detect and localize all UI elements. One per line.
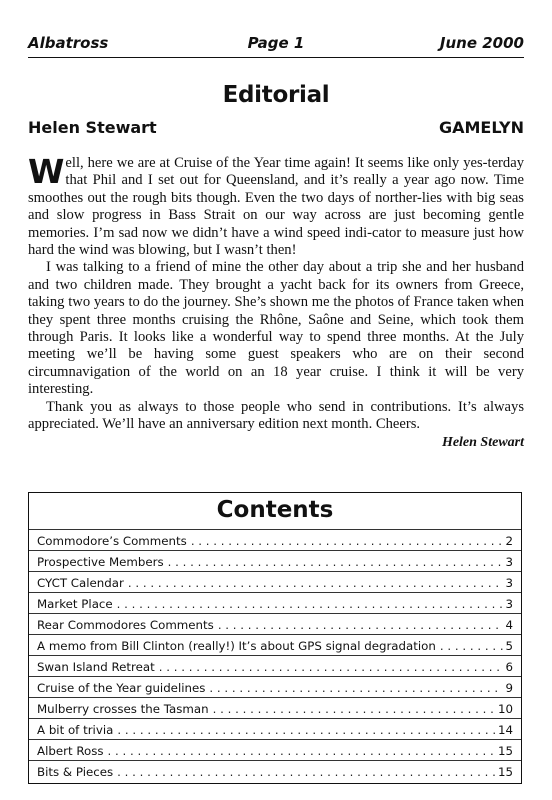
dot-leader	[117, 597, 504, 611]
toc-entry-page: 2	[505, 534, 513, 548]
toc-entry[interactable]	[29, 676, 521, 697]
toc-entry[interactable]	[29, 550, 521, 571]
toc-entry-title: A bit of trivia	[37, 723, 114, 737]
dot-leader	[128, 576, 504, 590]
toc-entry[interactable]	[29, 571, 521, 592]
toc-entry-page: 6	[505, 660, 513, 674]
toc-entry-title: A memo from Bill Clinton (really!) It’s about GPS signal degradation	[37, 639, 436, 653]
toc-entry-title: Rear Commodores Comments	[37, 618, 214, 632]
toc-entry-title: Albert Ross	[37, 744, 104, 758]
toc-entry-page: 10	[497, 702, 513, 716]
toc-entry-title: Commodore’s Comments	[37, 534, 187, 548]
running-header	[28, 34, 524, 56]
toc-entry[interactable]	[29, 613, 521, 634]
toc-entry[interactable]	[29, 718, 521, 739]
dot-leader	[191, 534, 504, 548]
header-rule	[28, 57, 524, 58]
dot-leader	[440, 639, 504, 653]
dot-leader	[168, 555, 504, 569]
toc-entry-page: 5	[505, 639, 513, 653]
toc-entry[interactable]	[29, 697, 521, 718]
drop-cap: W	[28, 152, 64, 191]
dot-leader	[117, 765, 496, 779]
toc-entry[interactable]	[29, 529, 521, 550]
newsletter-name: Albatross	[28, 34, 109, 52]
editorial-paragraph-2: I was talking to a friend of mine the other day about a trip she and her husband and two children made. They brought a yacht back for its owners from Greece, taking two years to do the journey. She’s shown me the photos of France taken when they spent three months cruising the Rhône, Saône and Seine, which took them through Paris. It looks like a wonderful way to spend three months. At the July meeting we’ll be having some guest speakers who are on their second circumnavigation of the world on an 18 year cruise. I think it will be very interesting.	[28, 259, 524, 398]
toc-entry-title: Prospective Members	[37, 555, 164, 569]
toc-entry-page: 3	[505, 597, 513, 611]
toc-entry[interactable]	[29, 592, 521, 613]
toc-entry-title: Swan Island Retreat	[37, 660, 155, 674]
toc-entry-title: Cruise of the Year guidelines	[37, 681, 206, 695]
page-number: Page 1	[247, 34, 305, 52]
dot-leader	[159, 660, 504, 674]
editorial-title: Editorial	[222, 82, 330, 108]
toc-entry[interactable]	[29, 655, 521, 676]
editorial-body	[28, 152, 524, 451]
dot-leader	[117, 723, 496, 737]
editorial-paragraph-3: Thank you as always to those people who send in contributions. It’s always appreciated. We’ll have an anniversary edition next month. Cheers.	[28, 398, 524, 433]
toc-entry-title: Bits & Pieces	[37, 765, 114, 779]
toc-entry-page: 3	[505, 576, 513, 590]
toc-entry-page: 14	[497, 723, 513, 737]
dot-leader	[218, 618, 504, 632]
editorial-signature: Helen Stewart	[441, 434, 524, 450]
contents-title: Contents	[216, 497, 334, 523]
toc-entry-page: 4	[505, 618, 513, 632]
dot-leader	[213, 702, 496, 716]
contents-box	[28, 492, 522, 784]
toc-entry-title: Mulberry crosses the Tasman	[37, 702, 209, 716]
toc-entry-page: 15	[497, 765, 513, 779]
editorial-boat-name: GAMELYN	[438, 118, 524, 137]
issue-date: June 2000	[439, 34, 524, 52]
toc-entry-page: 9	[505, 681, 513, 695]
toc-entry[interactable]	[29, 760, 521, 781]
toc-entry[interactable]	[29, 634, 521, 655]
toc-entry-page: 15	[497, 744, 513, 758]
editorial-author: Helen Stewart	[28, 118, 157, 137]
toc-entry-title: CYCT Calendar	[37, 576, 124, 590]
editorial-paragraph-1	[28, 152, 524, 259]
contents-list	[29, 529, 521, 781]
toc-entry[interactable]	[29, 739, 521, 760]
toc-entry-title: Market Place	[37, 597, 113, 611]
dot-leader	[209, 681, 503, 695]
toc-entry-page: 3	[505, 555, 513, 569]
dot-leader	[108, 744, 496, 758]
paragraph-1-text: ell, here we are at Cruise of the Year time again! It seems like only yes-terday that Phil and I set out for Queensland, and it’s really a year ago now. Time smoothes out the rough bits though. Even the two days of norther-lies with big seas and slow progress in Bass Strait on our way across are just becoming gentle memories. I’m sad now we didn’t have a wind speed indi-cator to measure just how hard the wind was blowing, but I wasn’t then!	[28, 155, 524, 259]
